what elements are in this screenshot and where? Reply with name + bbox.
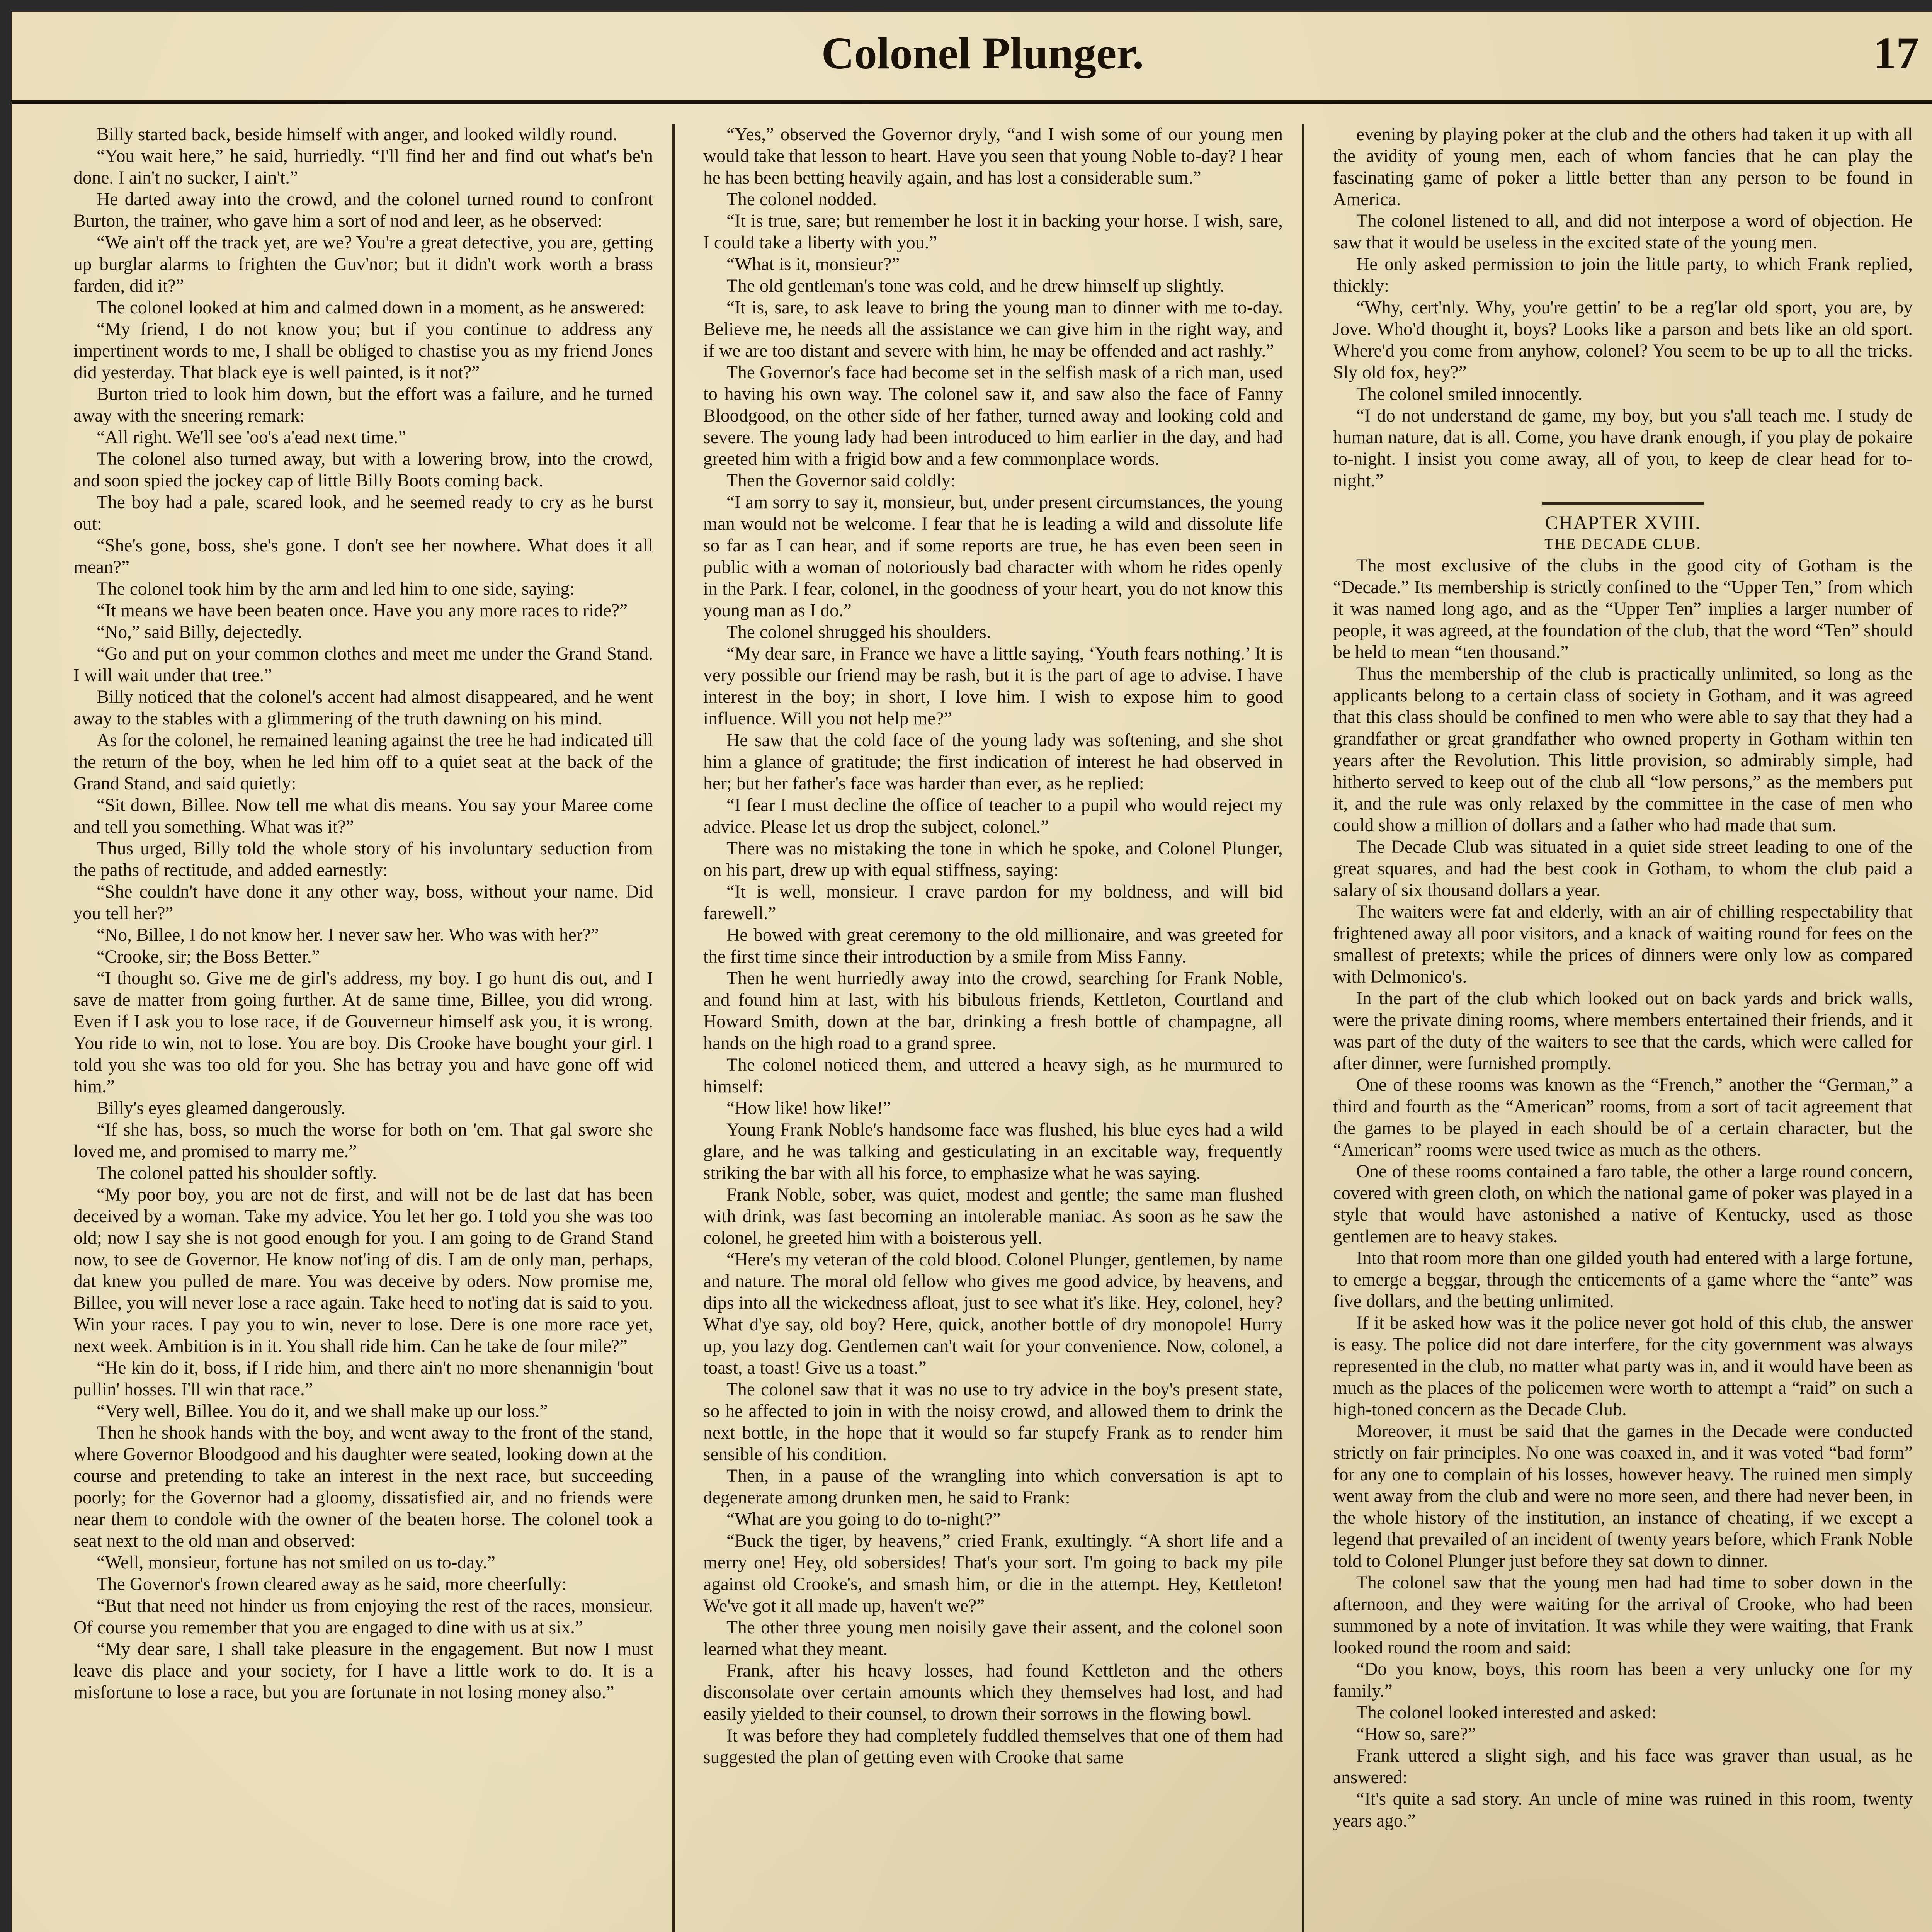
paragraph: The colonel shrugged his shoulders. <box>726 622 991 642</box>
paragraph: “How like! how like!” <box>726 1098 891 1118</box>
paragraph: The colonel patted his shoulder softly. <box>97 1163 377 1183</box>
text-column-1 <box>73 124 653 1932</box>
paragraph: “It's quite a sad story. An uncle of mine was ruined in this room, twenty years ago.” <box>1333 1789 1913 1831</box>
paragraph: He only asked permission to join the little party, to which Frank replied, thickly: <box>1333 254 1913 296</box>
paragraph: Into that room more than one gilded youth had entered with a large fortune, to emerge a beggar, through the enticements of a game where the “ante” was five dollars, and the betting unlimited. <box>1333 1248 1913 1311</box>
paragraph: “Why, cert'nly. Why, you're gettin' to be a reg'lar old sport, you are, by Jove. Who'd thought it, boys? Looks like a parson and bets like an old sport. Where'd you come from anyhow, colonel? You seem to be up to all the tricks. Sly old fox, hey?” <box>1333 298 1913 383</box>
paragraph: “It means we have been beaten once. Have you any more races to ride?” <box>97 600 628 621</box>
paragraph: It was before they had completely fuddled themselves that one of them had suggested the plan of getting even with Crooke that same <box>703 1726 1283 1767</box>
paragraph: “It is, sare, to ask leave to bring the young man to dinner with me to-day. Believe me, he needs all the assistance we can give him in the right way, and if we are too distant and severe with him, he may be offended and act rashly.” <box>703 298 1283 361</box>
paragraph: “My dear sare, I shall take pleasure in the engagement. But now I must leave dis place and your society, for I have a little work to do. It is a misfortune to lose a race, but you are fortunate in not losing money also.” <box>73 1639 653 1702</box>
paragraph: The colonel noticed them, and uttered a heavy sigh, as he murmured to himself: <box>703 1055 1283 1097</box>
paragraph: The other three young men noisily gave their assent, and the colonel soon learned what they meant. <box>703 1617 1283 1659</box>
paragraph: The colonel took him by the arm and led him to one side, saying: <box>97 579 575 599</box>
paragraph: “My dear sare, in France we have a little saying, ‘Youth fears nothing.’ It is very possible our friend may be rash, but it is the part of age to advise. I have interest in the boy; in short, I love him. I wish to expose him to good influence. Will you not help me?” <box>703 644 1283 729</box>
paragraph: “Very well, Billee. You do it, and we shall make up our loss.” <box>97 1401 548 1421</box>
paragraph: The colonel looked at him and calmed down in a moment, as he answered: <box>97 298 645 318</box>
paragraph: “You wait here,” he said, hurriedly. “I'll find her and find out what's be'n done. I ain't no sucker, I ain't.” <box>73 146 653 188</box>
paragraph: Thus urged, Billy told the whole story of his involuntary seduction from the paths of rectitude, and added earnestly: <box>73 838 653 880</box>
paragraph: Then he went hurriedly away into the crowd, searching for Frank Noble, and found him at last, with his bibulous friends, Kettleton, Courtland and Howard Smith, down at the bar, drinking a fresh bottle of champagne, all hands on the high road to a grand spree. <box>703 968 1283 1053</box>
text-column-2 <box>703 124 1283 1932</box>
paragraph: “I do not understand de game, my boy, but you s'all teach me. I study de human nature, dat is all. Come, you have drank enough, if you play de pokaire to-night. I insist you come away, all of you, to keep de clear head for to-night.” <box>1333 406 1913 491</box>
paragraph: The colonel saw that it was no use to try advice in the boy's present state, so he affected to join in with the noisy crowd, and allowed them to drink the next bottle, in the hope that it would so far stupefy Frank as to render him sensible of his condition. <box>703 1379 1283 1464</box>
paragraph: “My poor boy, you are not de first, and will not be de last dat has been deceived by a woman. Take my advice. You let her go. I told you she was too old; now I say she is not good enough for you. I am going to de Grand Stand now, to see de Governor. He know not'ing of dis. I am de only man, perhaps, dat knew you pulled de mare. You was deceive by oders. Now promise me, Billee, you will never lose a race again. Take heed to not'ing dat is said to you. Win your races. I pay you to win, never to lose. Dere is one more race yet, next week. Ambition is in it. You shall ride him. Can he take de four mile?” <box>73 1185 653 1356</box>
paragraph: “No, Billee, I do not know her. I never saw her. Who was with her?” <box>97 925 599 945</box>
paragraph: “No,” said Billy, dejectedly. <box>97 622 303 642</box>
paragraph: “Crooke, sir; the Boss Better.” <box>97 947 320 967</box>
paragraph: He bowed with great ceremony to the old millionaire, and was greeted for the first time since their introduction by a smile from Miss Fanny. <box>703 925 1283 967</box>
paragraph: Billy's eyes gleamed dangerously. <box>97 1098 345 1118</box>
paragraph: Burton tried to look him down, but the effort was a failure, and he turned away with the sneering remark: <box>73 384 653 426</box>
paragraph: Billy noticed that the colonel's accent had almost disappeared, and he went away to the stables with a glimmering of the truth dawning on his mind. <box>73 687 653 729</box>
paragraph: One of these rooms contained a faro table, the other a large round concern, covered with green cloth, on which the national game of poker was played in a style that would have astonished a native of Kentucky, used as those gentlemen are to heavy stakes. <box>1333 1162 1913 1247</box>
paragraph: Moreover, it must be said that the games in the Decade were conducted strictly on fair principles. No one was coaxed in, and it was voted “bad form” for any one to complain of his losses, however heavy. The ruined men simply went away from the club and were no more seen, and there had never been, in the whole history of the institution, an instance of cheating, if we except a legend that prevailed of an incident of twenty years before, which Frank Noble told to Colonel Plunger just before they sat down to dinner. <box>1333 1421 1913 1571</box>
paragraph: “Buck the tiger, by heavens,” cried Frank, exultingly. “A short life and a merry one! Hey, old sobersides! That's your sort. I'm going to back my pile against old Crooke's, and smash him, or die in the attempt. Hey, Kettleton! We've got it all made up, haven't we?” <box>703 1531 1283 1616</box>
paragraph: The colonel also turned away, but with a lowering brow, into the crowd, and soon spied the jockey cap of little Billy Boots coming back. <box>73 449 653 491</box>
paragraph: “Well, monsieur, fortune has not smiled on us to-day.” <box>97 1553 496 1573</box>
newspaper-page <box>12 12 1932 1932</box>
paragraph: Frank uttered a slight sigh, and his face was graver than usual, as he answered: <box>1333 1746 1913 1787</box>
paragraph: The Governor's frown cleared away as he said, more cheerfully: <box>97 1574 567 1594</box>
paragraph: The Governor's face had become set in the selfish mask of a rich man, used to having his own way. The colonel saw it, and saw also the face of Fanny Bloodgood, on the other side of her father, turned away and looking cold and severe. The young lady had been introduced to him earlier in the day, and had greeted him with a frigid bow and a few commonplace words. <box>703 362 1283 469</box>
paragraph: “We ain't off the track yet, are we? You're a great detective, you are, getting up burglar alarms to frighten the Guv'nor; but it didn't work worth a brass farden, did it?” <box>73 233 653 296</box>
paragraph: Thus the membership of the club is practically unlimited, so long as the applicants belong to a certain class of society in Gotham, and it was agreed that this class should be confined to men who were able to say that they had a grandfather or great grandfather who owned property in Gotham within ten years after the Revolution. This little provision, so admirably simple, had hitherto served to keep out of the club all “low persons,” as the members put it, and the rule was only relaxed by the committee in the case of men who could show a million of dollars and a father who had made that sum. <box>1333 664 1913 835</box>
paragraph: In the part of the club which looked out on back yards and brick walls, were the private dining rooms, where members entertained their friends, and it was part of the duty of the waiters to see that the cards, which were called for after dinner, were furnished promptly. <box>1333 988 1913 1073</box>
paragraph: “What are you going to do to-night?” <box>726 1509 1001 1529</box>
page-header <box>12 12 1932 104</box>
paragraph: “She's gone, boss, she's gone. I don't see her nowhere. What does it all mean?” <box>73 536 653 577</box>
paragraph: The most exclusive of the clubs in the good city of Gotham is the “Decade.” Its membership is strictly confined to the “Upper Ten,” from which it was named long ago, and as the “Upper Ten” implies a larger number of people, it was agreed, at the foundation of the club, that the word “Ten” should be held to mean “ten thousand.” <box>1333 556 1913 662</box>
paragraph: “It is well, monsieur. I crave pardon for my boldness, and will bid farewell.” <box>703 882 1283 923</box>
paragraph: Billy started back, beside himself with anger, and looked wildly round. <box>97 124 617 145</box>
paragraph: The old gentleman's tone was cold, and he drew himself up slightly. <box>726 276 1225 296</box>
paragraph: The Decade Club was situated in a quiet side street leading to one of the great squares, and had the best cook in Gotham, to whom the club paid a salary of six thousand dollars a year. <box>1333 837 1913 900</box>
paragraph: The waiters were fat and elderly, with an air of chilling respectability that frightened away all poor visitors, and a knack of waiting round for fees on the smallest of pretexts; while the prices of dinners were only low as compared with Delmonico's. <box>1333 902 1913 987</box>
column-3-upper-text <box>1333 124 1913 492</box>
paragraph: The colonel saw that the young men had had time to sober down in the afternoon, and they were waiting for the arrival of Crooke, who had been summoned by a note of invitation. It was while they were waiting, that Frank looked round the room and said: <box>1333 1573 1913 1658</box>
paragraph: “Do you know, boys, this room has been a very unlucky one for my family.” <box>1333 1659 1913 1701</box>
paragraph: “All right. We'll see 'oo's a'ead next time.” <box>97 427 406 447</box>
paragraph: The colonel listened to all, and did not interpose a word of objection. He saw that it would be useless in the excited state of the young men. <box>1333 211 1913 253</box>
paragraph: “I thought so. Give me de girl's address, my boy. I go hunt dis out, and I save de matter from going further. At de same time, Billee, you did wrong. Even if I ask you to lose race, if de Gouverneur himself ask you, it is wrong. You ride to win, not to lose. You are boy. Dis Crooke have bought your girl. I told you she was too old for you. She has betray you and have gone off wid him.” <box>73 968 653 1097</box>
paragraph: If it be asked how was it the police never got hold of this club, the answer is easy. The police did not dare interfere, for the city government was always represented in the club, no matter what party was in, and it would have been as much as the places of the policemen were worth to attempt a “raid” on such a high-toned concern as the Decade Club. <box>1333 1313 1913 1420</box>
paragraph: There was no mistaking the tone in which he spoke, and Colonel Plunger, on his part, drew up with equal stiffness, saying: <box>703 838 1283 880</box>
column-divider <box>672 124 675 1932</box>
paragraph: “I am sorry to say it, monsieur, but, under present circumstances, the young man would not be welcome. I fear that he is leading a wild and dissolute life so far as I can hear, and if some reports are true, he has even been seen in public with a woman of notoriously bad character with whom he rides openly in the Park. I fear, colonel, in the goodness of your heart, you do not know this young man as I do.” <box>703 492 1283 621</box>
paragraph: “Go and put on your common clothes and meet me under the Grand Stand. I will wait under that tree.” <box>73 644 653 685</box>
paragraph: “I fear I must decline the office of teacher to a pupil who would reject my advice. Please let us drop the subject, colonel.” <box>703 795 1283 837</box>
paragraph: The colonel nodded. <box>726 189 877 209</box>
paragraph: The colonel smiled innocently. <box>1356 384 1583 404</box>
paragraph: “My friend, I do not know you; but if you continue to address any impertinent words to me, I shall be obliged to chastise you as my friend Jones did yesterday. That black eye is well painted, is it not?” <box>73 319 653 383</box>
paragraph: “It is true, sare; but remember he lost it in backing your horse. I wish, sare, I could take a liberty with you.” <box>703 211 1283 253</box>
paragraph: The boy had a pale, scared look, and he seemed ready to cry as he burst out: <box>73 492 653 534</box>
text-column-3 <box>1333 124 1913 1932</box>
paragraph: Young Frank Noble's handsome face was flushed, his blue eyes had a wild glare, and he was talking and gesticulating in an excitable way, frequently striking the bar with all his force, to emphasize what he was saying. <box>703 1120 1283 1183</box>
paragraph: Frank Noble, sober, was quiet, modest and gentle; the same man flushed with drink, was fast becoming an intolerable maniac. As soon as he saw the colonel, he greeted him with a boisterous yell. <box>703 1185 1283 1248</box>
chapter-divider <box>1542 502 1704 505</box>
paragraph: Then he shook hands with the boy, and went away to the front of the stand, where Governor Bloodgood and his daughter were seated, looking down at the course and pretending to take an interest in the next race, but succeeding poorly; for the Governor had a gloomy, dissatisfied air, and no friends were near them to condole with the owner of the beaten horse. The colonel took a seat next to the old man and observed: <box>73 1423 653 1551</box>
page-title: Colonel Plunger. <box>821 28 1144 78</box>
paragraph: The colonel looked interested and asked: <box>1356 1702 1656 1723</box>
paragraph: “If she has, boss, so much the worse for both on 'em. That gal swore she loved me, and promised to marry me.” <box>73 1120 653 1162</box>
paragraph: Then, in a pause of the wrangling into which conversation is apt to degenerate among drunken men, he said to Frank: <box>703 1466 1283 1508</box>
paragraph: “He kin do it, boss, if I ride him, and there ain't no more shenannigin 'bout pullin' hosses. I'll win that race.” <box>73 1358 653 1400</box>
paragraph: evening by playing poker at the club and the others had taken it up with all the avidity of young men, each of whom fancies that he can play the fascinating game of poker a little better than any person to be found in America. <box>1333 124 1913 209</box>
paragraph: “How so, sare?” <box>1356 1724 1476 1744</box>
column-3-lower-text <box>1333 555 1913 1832</box>
page-number: 17 <box>1873 28 1919 78</box>
paragraph: “Here's my veteran of the cold blood. Colonel Plunger, gentlemen, by name and nature. The moral old fellow who gives me good advice, by heavens, and dips into all the wickedness afloat, just to see what it's like. Hey, colonel, hey? What d'ye say, old boy? Here, quick, another bottle of dry monopole! Hurry up, you lazy dog. Gentlemen can't wait for your convenience. Now, colonel, a toast, a toast! Give us a toast.” <box>703 1250 1283 1378</box>
paragraph: As for the colonel, he remained leaning against the tree he had indicated till the return of the boy, when he led him off to a quiet seat at the back of the Grand Stand, and said quietly: <box>73 730 653 794</box>
paragraph: “But that need not hinder us from enjoying the rest of the races, monsieur. Of course you remember that you are engaged to dine with us at six.” <box>73 1596 653 1638</box>
paragraph: “What is it, monsieur?” <box>726 254 900 274</box>
paragraph: He darted away into the crowd, and the colonel turned round to confront Burton, the trainer, who gave him a sort of nod and leer, as he observed: <box>73 189 653 231</box>
paragraph: “Sit down, Billee. Now tell me what dis means. You say your Maree come and tell you something. What was it?” <box>73 795 653 837</box>
paragraph: One of these rooms was known as the “French,” another the “German,” a third and fourth as the “American” rooms, from a sort of tacit agreement that the games to be played in each should be of a certain character, but the “American” rooms were used twice as much as the others. <box>1333 1075 1913 1160</box>
paragraph: Then the Governor said coldly: <box>726 471 956 491</box>
chapter-subtitle: THE DECADE CLUB. <box>1544 536 1701 552</box>
paragraph: “Yes,” observed the Governor dryly, “and I wish some of our young men would take that lesson to heart. Have you seen that young Noble to-day? I hear he has been betting heavily again, and has lost a considerable sum.” <box>703 124 1283 188</box>
paragraph: “She couldn't have done it any other way, boss, without your name. Did you tell her?” <box>73 882 653 923</box>
paragraph: Frank, after his heavy losses, had found Kettleton and the others disconsolate over certain amounts which they themselves had lost, and had easily yielded to their counsel, to drown their sorrows in the flowing bowl. <box>703 1661 1283 1724</box>
chapter-heading: CHAPTER XVIII. <box>1545 512 1701 533</box>
paragraph: He saw that the cold face of the young lady was softening, and she shot him a glance of gratitude; the first indication of interest he had observed in her; but her father's face was harder than ever, as he replied: <box>703 730 1283 794</box>
column-divider <box>1302 124 1304 1932</box>
